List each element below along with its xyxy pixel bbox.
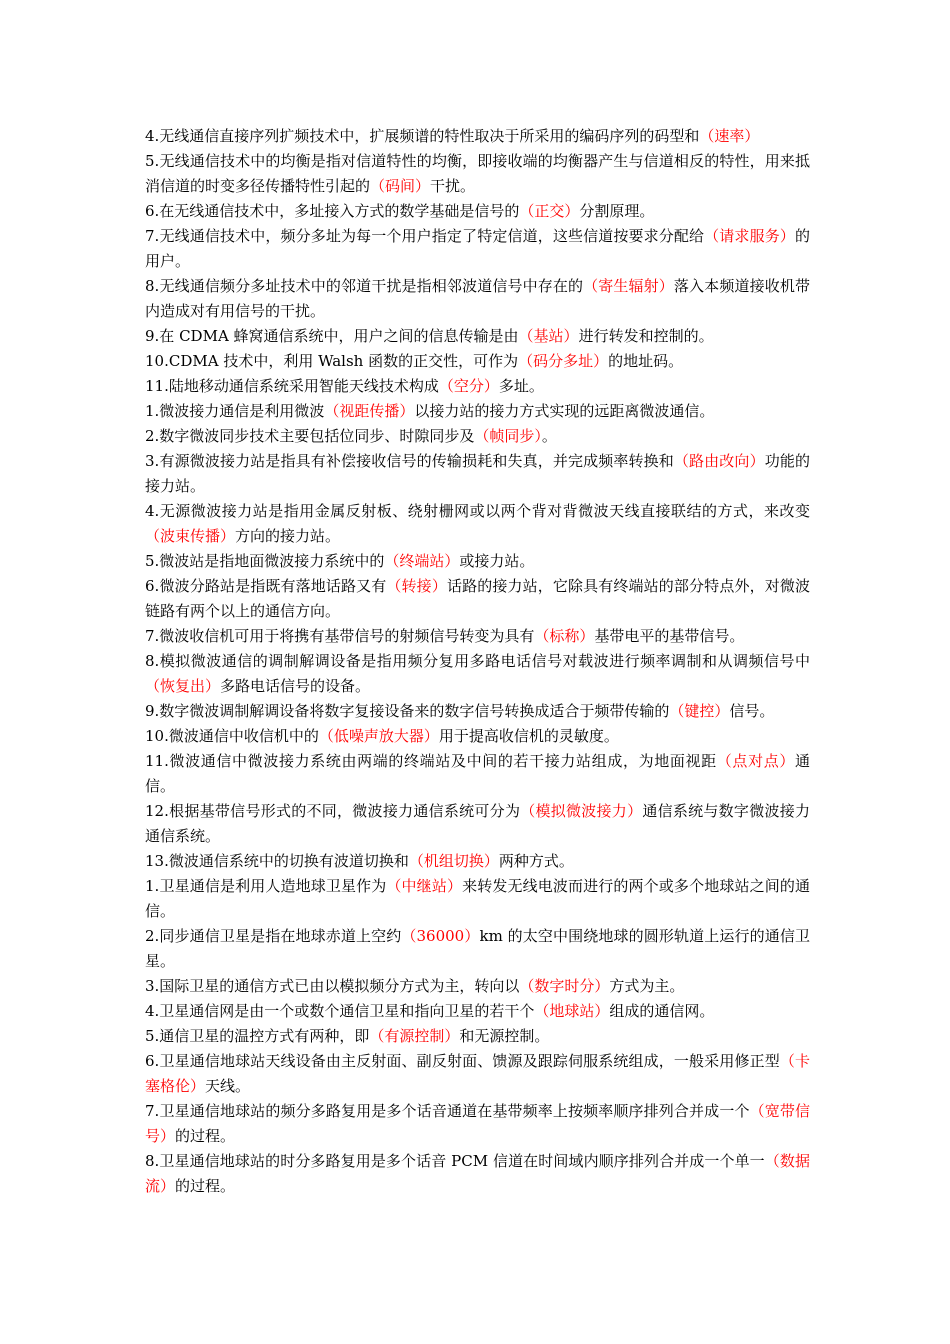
question-item <box>145 799 810 849</box>
question-text: 11.陆地移动通信系统采用智能天线技术构成 <box>145 377 439 395</box>
question-text-tail: 通信系统与数字微波接力通信系统。 <box>145 802 810 845</box>
question-text: 4.无源微波接力站是指用金属反射板、绕射栅网或以两个背对背微波天线直接联结的方式，来改变 <box>145 502 810 520</box>
answer-text: （有源控制） <box>369 1027 460 1045</box>
answer-text: （寄生辐射） <box>583 277 674 295</box>
answer-text: （速率） <box>699 127 760 145</box>
question-text: 10.微波通信中收信机中的 <box>145 727 319 745</box>
question-item <box>145 1049 810 1099</box>
question-text: 4.卫星通信网是由一个或数个通信卫星和指向卫星的若干个 <box>145 1002 535 1020</box>
question-text: 1.微波接力通信是利用微波 <box>145 402 325 420</box>
answer-text: （路由改向） <box>673 452 765 470</box>
answer-text: （正交） <box>519 202 580 220</box>
question-text: 6.在无线通信技术中，多址接入方式的数学基础是信号的 <box>145 202 520 220</box>
question-text: 2.数字微波同步技术主要包括位同步、时隙同步及 <box>145 427 475 445</box>
question-text-tail: 分割原理。 <box>579 202 655 220</box>
question-text-tail: 基带电平的基带信号。 <box>594 627 745 645</box>
question-item <box>145 1099 810 1149</box>
answer-text: （中继站） <box>386 877 463 895</box>
question-item <box>145 624 810 649</box>
question-text-tail: 。 <box>541 427 557 445</box>
answer-text: （码分多址） <box>518 352 609 370</box>
question-item <box>145 424 810 449</box>
question-item <box>145 699 810 724</box>
answer-text: （波束传播） <box>145 527 236 545</box>
question-item <box>145 224 810 274</box>
answer-text: （转接） <box>386 577 447 595</box>
question-item <box>145 574 810 624</box>
question-text-tail: 信号。 <box>729 702 775 720</box>
answer-text: （卡塞格伦） <box>145 1052 810 1095</box>
question-text: 3.国际卫星的通信方式已由以模拟频分方式为主，转向以 <box>145 977 520 995</box>
answer-text: （地球站） <box>534 1002 610 1020</box>
question-text-tail: 进行转发和控制的。 <box>578 327 714 345</box>
question-list <box>145 124 810 1199</box>
question-item <box>145 149 810 199</box>
answer-text: （宽带信号） <box>145 1102 810 1145</box>
question-text-tail: 的过程。 <box>175 1127 236 1145</box>
answer-text: （点对点） <box>716 752 795 770</box>
question-item <box>145 749 810 799</box>
question-item <box>145 449 810 499</box>
question-item <box>145 874 810 924</box>
question-text-tail: 方式为主。 <box>609 977 685 995</box>
question-item <box>145 999 810 1024</box>
question-text: 7.微波收信机可用于将携有基带信号的射频信号转变为具有 <box>145 627 535 645</box>
question-item <box>145 274 810 324</box>
answer-text: （键控） <box>669 702 730 720</box>
question-item <box>145 499 810 549</box>
question-text: 10.CDMA 技术中，利用 Walsh 函数的正交性，可作为 <box>145 352 519 370</box>
question-text-tail: 和无源控制。 <box>459 1027 550 1045</box>
question-text-tail: 的地址码。 <box>608 352 684 370</box>
question-text-tail: 用于提高收信机的灵敏度。 <box>438 727 619 745</box>
question-text-tail: 组成的通信网。 <box>609 1002 715 1020</box>
question-item <box>145 974 810 999</box>
question-text: 1.卫星通信是利用人造地球卫星作为 <box>145 877 387 895</box>
answer-text: （码间） <box>370 177 431 195</box>
question-text: 9.数字微波调制解调设备将数字复接设备来的数字信号转换成适合于频带传输的 <box>145 702 670 720</box>
question-text-tail: 以接力站的接力方式实现的远距离微波通信。 <box>414 402 715 420</box>
question-item <box>145 1024 810 1049</box>
answer-text: （数据流） <box>145 1152 810 1195</box>
question-item <box>145 849 810 874</box>
answer-text: （请求服务） <box>704 227 795 245</box>
question-text-tail: 多址。 <box>498 377 544 395</box>
answer-text: （空分） <box>438 377 499 395</box>
question-text-tail: 多路电话信号的设备。 <box>220 677 371 695</box>
question-text: 13.微波通信系统中的切换有波道切换和 <box>145 852 409 870</box>
question-text: 8.卫星通信地球站的时分多路复用是多个话音 PCM 信道在时间域内顺序排列合并成一个单一 <box>145 1152 765 1170</box>
question-text-tail: 的过程。 <box>175 1177 236 1195</box>
question-text: 5.微波站是指地面微波接力系统中的 <box>145 552 385 570</box>
question-text: 7.卫星通信地球站的频分多路复用是多个话音通道在基带频率上按频率顺序排列合并成一个 <box>145 1102 750 1120</box>
answer-text: （36000） <box>401 927 480 945</box>
question-item <box>145 374 810 399</box>
question-text-tail: 功能的接力站。 <box>145 452 810 495</box>
question-text-tail: 落入本频道接收机带内造成对有用信号的干扰。 <box>145 277 810 320</box>
question-item <box>145 724 810 749</box>
question-text: 5.无线通信技术中的均衡是指对信道特性的均衡，即接收端的均衡器产生与信道相反的特性，用来抵消信道的时变多径传播特性引起的 <box>145 152 810 195</box>
answer-text: （机组切换） <box>408 852 499 870</box>
question-text: 2.同步通信卫星是指在地球赤道上空约 <box>145 927 402 945</box>
question-text-tail: km 的太空中围绕地球的圆形轨道上运行的通信卫星。 <box>145 927 810 970</box>
question-text: 8.无线通信频分多址技术中的邻道干扰是指相邻波道信号中存在的 <box>145 277 584 295</box>
question-text: 5.通信卫星的温控方式有两种，即 <box>145 1027 370 1045</box>
question-item <box>145 1149 810 1199</box>
question-text: 4.无线通信直接序列扩频技术中，扩展频谱的特性取决于所采用的编码序列的码型和 <box>145 127 700 145</box>
question-item <box>145 924 810 974</box>
question-text-tail: 通信。 <box>145 752 810 795</box>
answer-text: （数字时分） <box>519 977 610 995</box>
question-text: 9.在 CDMA 蜂窝通信系统中，用户之间的信息传输是由 <box>145 327 519 345</box>
answer-text: （模拟微波接力） <box>520 802 643 820</box>
question-item <box>145 549 810 574</box>
question-text: 3.有源微波接力站是指具有补偿接收信号的传输损耗和失真，并完成频率转换和 <box>145 452 674 470</box>
question-text: 6.微波分路站是指既有落地话路又有 <box>145 577 387 595</box>
question-item <box>145 199 810 224</box>
question-text: 11.微波通信中微波接力系统由两端的终端站及中间的若干接力站组成，为地面视距 <box>145 752 717 770</box>
question-text-tail: 来转发无线电波而进行的两个或多个地球站之间的通信。 <box>145 877 810 920</box>
question-text-tail: 的用户。 <box>145 227 810 270</box>
answer-text: （终端站） <box>384 552 460 570</box>
question-item <box>145 324 810 349</box>
question-item <box>145 349 810 374</box>
question-text: 12.根据基带信号形式的不同，微波接力通信系统可分为 <box>145 802 521 820</box>
answer-text: （基站） <box>518 327 579 345</box>
question-text-tail: 话路的接力站，它除具有终端站的部分特点外，对微波链路有两个以上的通信方向。 <box>145 577 810 620</box>
question-text-tail: 或接力站。 <box>459 552 535 570</box>
question-text-tail: 天线。 <box>205 1077 251 1095</box>
question-item <box>145 399 810 424</box>
answer-text: （视距传播） <box>324 402 415 420</box>
question-item <box>145 649 810 699</box>
answer-text: （低噪声放大器） <box>318 727 439 745</box>
question-item <box>145 124 810 149</box>
answer-text: （帧同步） <box>474 427 542 445</box>
answer-text: （恢复出） <box>145 677 221 695</box>
question-text: 7.无线通信技术中，频分多址为每一个用户指定了特定信道，这些信道按要求分配给 <box>145 227 705 245</box>
question-text: 6.卫星通信地球站天线设备由主反射面、副反射面、馈源及跟踪伺服系统组成，一般采用修正型 <box>145 1052 780 1070</box>
question-text-tail: 干扰。 <box>430 177 476 195</box>
answer-text: （标称） <box>534 627 595 645</box>
question-text-tail: 方向的接力站。 <box>235 527 341 545</box>
question-text-tail: 两种方式。 <box>498 852 574 870</box>
question-text: 8.模拟微波通信的调制解调设备是指用频分复用多路电话信号对载波进行频率调制和从调频信号中 <box>145 652 810 670</box>
